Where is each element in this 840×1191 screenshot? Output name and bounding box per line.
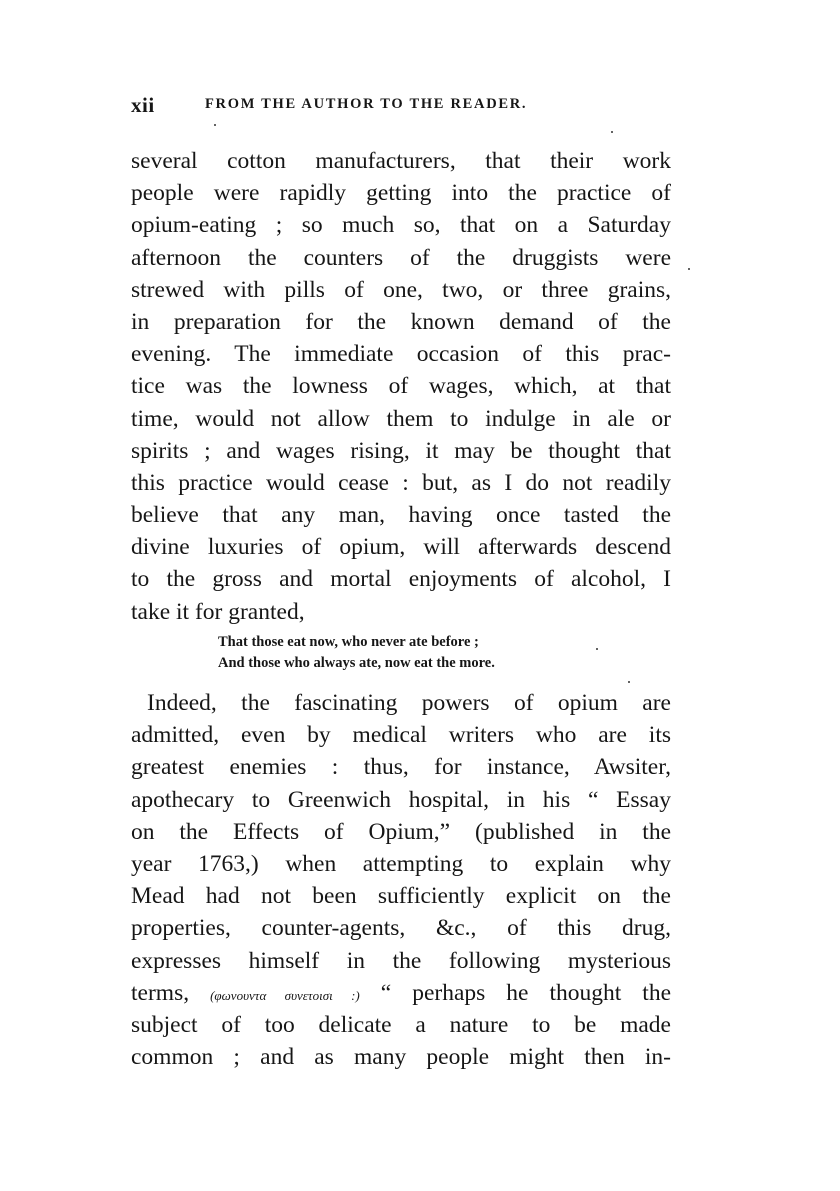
text-line: to the gross and mortal enjoyments of alcohol, I [131,566,671,593]
paragraph-2 [131,687,671,1073]
print-speck [628,681,630,683]
text-line: spirits ; and wages rising, it may be thought that [131,437,671,464]
text-line: admitted, even by medical writers who are its [131,722,671,749]
text-line: properties, counter-agents, &c., of this drug, [131,915,671,942]
print-speck [214,124,216,126]
text-line: this practice would cease : but, as I do not readily [131,469,671,496]
text-line: Mead had not been sufficiently explicit on the [131,883,671,910]
text-line: common ; and as many people might then in- [131,1044,671,1071]
print-speck [688,268,690,270]
text-line: take it for granted, [131,598,305,625]
text-line: believe that any man, having once tasted the [131,502,671,529]
text-line: tice was the lowness of wages, which, at that [131,373,671,400]
text-line: time, would not allow them to indulge in ale or [131,405,671,432]
print-speck [596,648,598,650]
text-line: in preparation for the known demand of the [131,308,671,335]
verse-quotation [218,632,618,674]
text-line: several cotton manufacturers, that their work [131,148,671,174]
text-line: people were rapidly getting into the practice of [131,180,671,207]
print-speck [611,131,613,133]
text-line: subject of too delicate a nature to be made [131,1011,671,1038]
text-line: Indeed, the fascinating powers of opium are [147,690,671,716]
verse-line: That those eat now, who never ate before ; [218,634,479,650]
paragraph-1 [131,145,671,628]
running-title: FROM THE AUTHOR TO THE READER. [205,96,528,112]
text-line: afternoon the counters of the druggists were [131,244,671,271]
text-line: opium-eating ; so much so, that on a Saturday [131,212,671,239]
text-line: greatest enemies : thus, for instance, Awsiter, [131,754,671,781]
text-line: expresses himself in the following mysterious [131,947,671,974]
text-line-greek [131,977,671,1009]
verse-line: And those who always ate, now eat the more. [218,655,495,671]
page-number: xii [131,93,155,117]
greek-line-after: “ perhaps he thought the [359,979,671,1006]
page-header [131,93,671,117]
text-line: divine luxuries of opium, will afterwards descend [131,534,671,561]
text-line: strewed with pills of one, two, or three grains, [131,276,671,303]
greek-line-before: terms, [131,979,211,1006]
text-line: evening. The immediate occasion of this prac- [131,341,671,368]
text-line: apothecary to Greenwich hospital, in his “ Essay [131,786,671,813]
text-line: year 1763,) when attempting to explain why [131,850,671,877]
text-line: on the Effects of Opium,” (published in the [131,818,671,845]
greek-phrase: (φωνουντα συνετοισι :) [210,987,360,1003]
